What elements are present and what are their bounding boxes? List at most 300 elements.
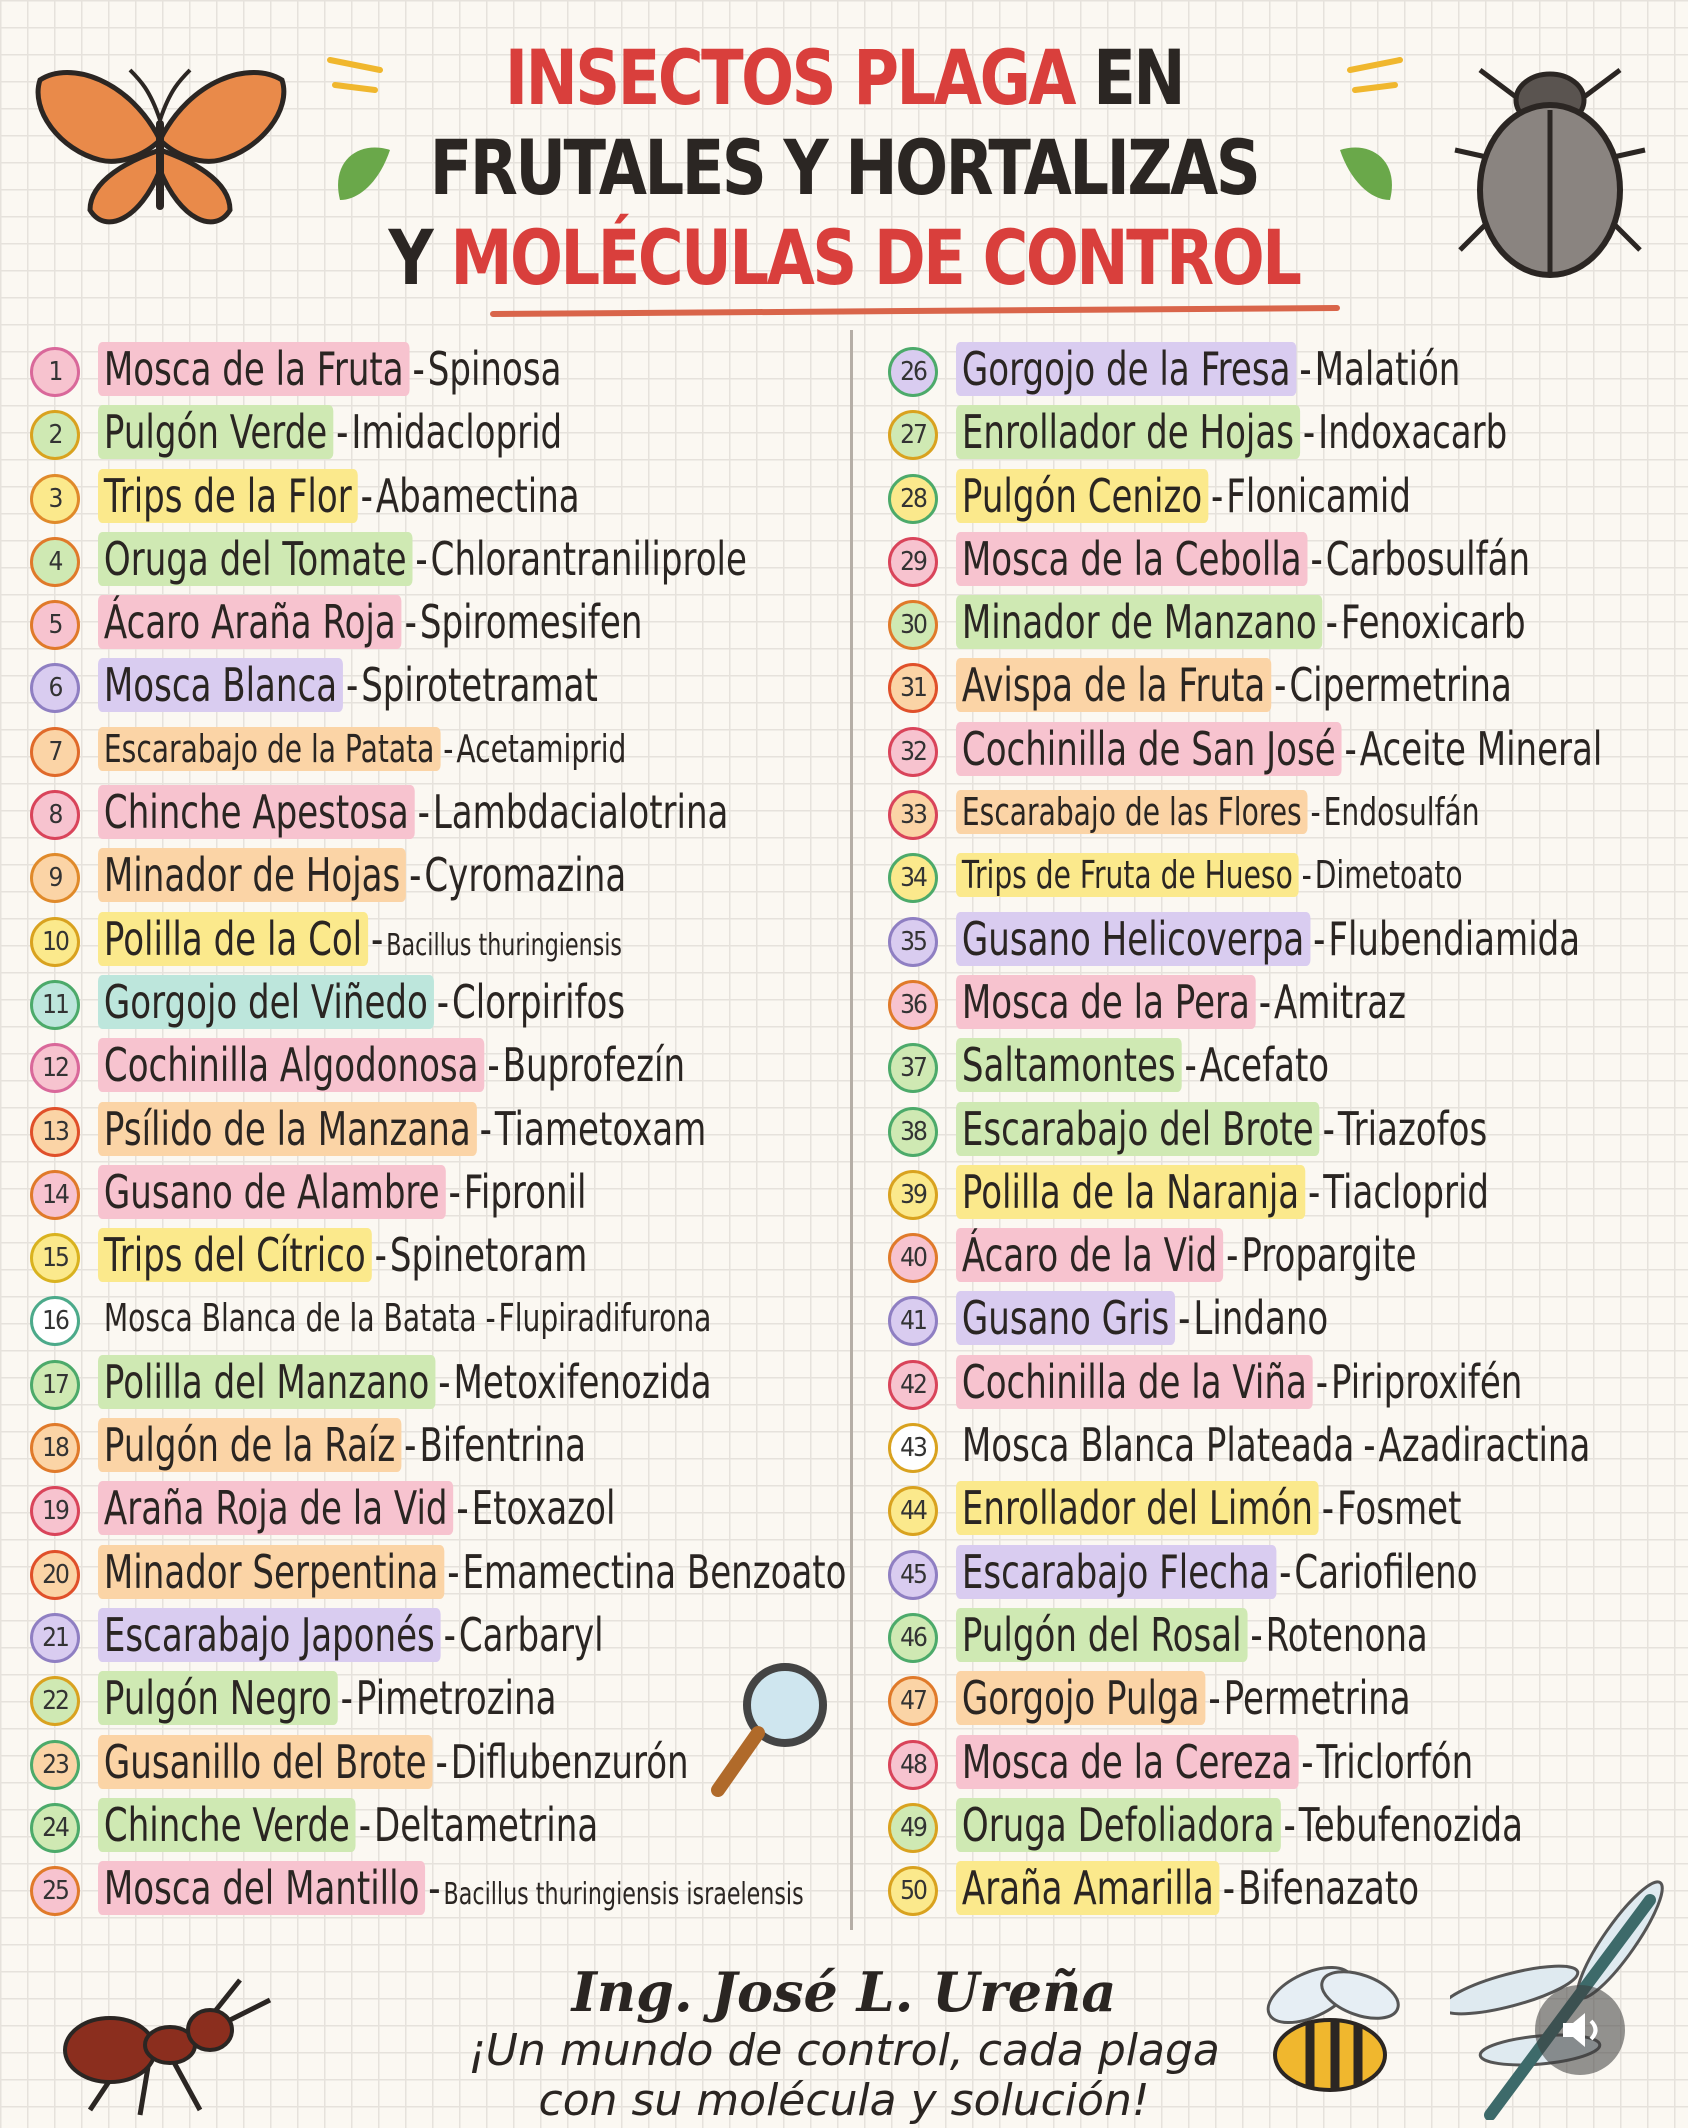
molecule-name: Emamectina Benzoato bbox=[462, 1544, 847, 1599]
item-number-badge: 38 bbox=[888, 1107, 938, 1157]
molecule-name: Bacillus thuringiensis israelensis bbox=[443, 1877, 804, 1913]
molecule-name: Bifenazato bbox=[1237, 1861, 1420, 1916]
title-black-part: Y bbox=[388, 213, 432, 302]
dash-separator: - bbox=[358, 1797, 372, 1852]
molecule-name: Flupiradifurona bbox=[498, 1296, 712, 1341]
list-item bbox=[30, 1854, 842, 1917]
list-item bbox=[888, 1538, 1688, 1601]
item-number-badge: 19 bbox=[30, 1486, 80, 1536]
pest-name: Escarabajo de la Patata bbox=[98, 727, 440, 771]
item-text bbox=[98, 1352, 712, 1412]
leaf-icon bbox=[320, 40, 400, 210]
bee-icon bbox=[1240, 1960, 1410, 2110]
pest-name: Cochinilla de la Viña bbox=[956, 1355, 1313, 1409]
molecule-name: Lindano bbox=[1193, 1291, 1329, 1346]
item-text bbox=[98, 1605, 604, 1665]
molecule-name: Fenoxicarb bbox=[1340, 595, 1526, 650]
pest-name: Polilla del Manzano bbox=[98, 1355, 435, 1409]
author-signature: Ing. José L. Ureña bbox=[571, 1960, 1117, 2024]
molecule-name: Diflubenzurón bbox=[450, 1734, 689, 1789]
list-item bbox=[30, 651, 842, 714]
item-number-badge: 21 bbox=[30, 1613, 80, 1663]
item-text bbox=[98, 1099, 706, 1159]
molecule-name: Clorpirifos bbox=[451, 974, 626, 1029]
sound-button[interactable] bbox=[1535, 1985, 1625, 2075]
item-number-badge: 42 bbox=[888, 1360, 938, 1410]
list-item bbox=[30, 462, 842, 525]
item-text bbox=[98, 1162, 586, 1222]
title-line-3 bbox=[152, 213, 1536, 302]
item-text bbox=[956, 529, 1530, 589]
pest-name: Pulgón Negro bbox=[98, 1671, 338, 1725]
molecule-name: Aceite Mineral bbox=[1359, 721, 1603, 776]
pest-name: Ácaro de la Vid bbox=[956, 1228, 1223, 1282]
molecule-name: Spinosa bbox=[427, 342, 562, 396]
item-number-badge: 43 bbox=[888, 1423, 938, 1473]
molecule-name: Metoxifenozida bbox=[453, 1354, 712, 1409]
dash-separator: - bbox=[443, 726, 454, 771]
right-column bbox=[888, 335, 1688, 1917]
pest-name: Ácaro Araña Roja bbox=[98, 595, 402, 649]
pest-name: Gusano de Alambre bbox=[98, 1165, 446, 1219]
item-number-badge: 17 bbox=[30, 1360, 80, 1410]
item-text bbox=[956, 1225, 1417, 1285]
item-text bbox=[956, 592, 1526, 652]
item-number-badge: 16 bbox=[30, 1296, 80, 1346]
pest-name: Chinche Apestosa bbox=[98, 785, 415, 839]
pest-name: Oruga del Tomate bbox=[98, 532, 412, 586]
item-number-badge: 27 bbox=[888, 410, 938, 460]
item-text bbox=[98, 1542, 846, 1602]
dash-separator: - bbox=[360, 468, 373, 523]
item-number-badge: 47 bbox=[888, 1676, 938, 1726]
list-item bbox=[888, 525, 1688, 588]
dash-separator: - bbox=[438, 1354, 451, 1409]
item-text bbox=[98, 972, 625, 1032]
item-number-badge: 45 bbox=[888, 1550, 938, 1600]
item-text bbox=[956, 1162, 1489, 1222]
list-item bbox=[888, 398, 1688, 461]
molecule-name: Bifentrina bbox=[419, 1418, 586, 1473]
molecule-name: Pimetrozina bbox=[355, 1671, 557, 1726]
title-black-part: EN bbox=[1093, 33, 1184, 122]
item-number-badge: 36 bbox=[888, 980, 938, 1030]
item-text bbox=[956, 1415, 1590, 1475]
molecule-name: Permetrina bbox=[1223, 1671, 1411, 1726]
molecule-name: Piriproxifén bbox=[1330, 1354, 1523, 1409]
dash-separator: - bbox=[371, 911, 384, 966]
item-text bbox=[98, 1858, 804, 1918]
beetle-icon bbox=[1440, 40, 1660, 290]
dash-separator: - bbox=[443, 1607, 456, 1662]
magnifier-icon bbox=[700, 1650, 840, 1810]
item-text bbox=[956, 402, 1507, 462]
dash-separator: - bbox=[1313, 911, 1326, 966]
dash-separator: - bbox=[340, 1671, 353, 1726]
item-number-badge: 8 bbox=[30, 790, 80, 840]
molecule-name: Tiacloprid bbox=[1323, 1164, 1490, 1219]
item-text bbox=[98, 592, 642, 652]
molecule-name: Imidacloprid bbox=[351, 405, 563, 460]
item-number-badge: 14 bbox=[30, 1170, 80, 1220]
item-number-badge: 10 bbox=[30, 917, 80, 967]
list-item bbox=[888, 778, 1688, 841]
dash-separator: - bbox=[1363, 1418, 1376, 1473]
list-item bbox=[888, 1348, 1688, 1411]
list-item bbox=[888, 905, 1688, 968]
pest-name: Enrollador de Hojas bbox=[956, 405, 1300, 459]
pest-name: Avispa de la Fruta bbox=[956, 658, 1271, 712]
item-number-badge: 6 bbox=[30, 663, 80, 713]
molecule-name: Azadiractina bbox=[1378, 1418, 1591, 1473]
item-number-badge: 24 bbox=[30, 1803, 80, 1853]
item-number-badge: 33 bbox=[888, 790, 938, 840]
molecule-name: Lambdacialotrina bbox=[432, 785, 729, 840]
molecule-name: Cipermetrina bbox=[1289, 658, 1512, 713]
molecule-name: Triazofos bbox=[1337, 1101, 1488, 1156]
dash-separator: - bbox=[456, 1481, 469, 1536]
pest-name: Minador de Manzano bbox=[956, 595, 1323, 649]
item-number-badge: 49 bbox=[888, 1803, 938, 1853]
pest-name: Pulgón Verde bbox=[98, 405, 333, 459]
item-text bbox=[956, 845, 1463, 905]
molecule-name: Malatión bbox=[1314, 342, 1461, 396]
item-text bbox=[956, 1099, 1487, 1159]
item-text bbox=[956, 655, 1512, 715]
molecule-name: Carbosulfán bbox=[1325, 531, 1531, 586]
dash-separator: - bbox=[1250, 1607, 1263, 1662]
list-item bbox=[888, 1411, 1688, 1474]
dash-separator: - bbox=[1299, 342, 1312, 396]
item-number-badge: 44 bbox=[888, 1486, 938, 1536]
dash-separator: - bbox=[404, 595, 417, 650]
molecule-name: Etoxazol bbox=[471, 1481, 616, 1536]
item-number-badge: 37 bbox=[888, 1043, 938, 1093]
item-number-badge: 35 bbox=[888, 917, 938, 967]
pest-name: Mosca de la Fruta bbox=[98, 342, 410, 396]
pest-name: Gusanillo del Brote bbox=[98, 1735, 433, 1789]
molecule-name: Abamectina bbox=[375, 468, 580, 523]
item-number-badge: 4 bbox=[30, 537, 80, 587]
item-text bbox=[956, 1732, 1473, 1792]
item-number-badge: 50 bbox=[888, 1866, 938, 1916]
molecule-name: Spinetoram bbox=[389, 1228, 588, 1283]
list-item bbox=[888, 1728, 1688, 1791]
dash-separator: - bbox=[1344, 721, 1357, 776]
item-text bbox=[98, 719, 626, 779]
molecule-name: Indoxacarb bbox=[1318, 405, 1508, 460]
list-item bbox=[30, 1411, 842, 1474]
item-number-badge: 7 bbox=[30, 727, 80, 777]
pest-name: Trips de la Flor bbox=[98, 469, 358, 523]
dash-separator: - bbox=[479, 1101, 492, 1156]
list-item bbox=[888, 1221, 1688, 1284]
item-number-badge: 34 bbox=[888, 853, 938, 903]
pest-name: Escarabajo Flecha bbox=[956, 1545, 1276, 1599]
title-underline bbox=[490, 305, 1340, 317]
dash-separator: - bbox=[1279, 1544, 1292, 1599]
pest-name: Escarabajo de las Flores bbox=[956, 790, 1308, 834]
list-item bbox=[30, 841, 842, 904]
title-line-2: FRUTALES Y HORTALIZAS bbox=[429, 123, 1259, 212]
list-item bbox=[888, 462, 1688, 525]
list-item bbox=[30, 1221, 842, 1284]
item-text bbox=[956, 466, 1411, 526]
item-text bbox=[98, 1732, 689, 1792]
pest-name: Minador Serpentina bbox=[98, 1545, 444, 1599]
molecule-name: Deltametrina bbox=[374, 1797, 599, 1852]
item-text bbox=[98, 402, 562, 462]
list-item bbox=[888, 1664, 1688, 1727]
item-text bbox=[98, 1225, 587, 1285]
item-text bbox=[98, 1035, 685, 1095]
dash-separator: - bbox=[1283, 1797, 1296, 1852]
item-number-badge: 2 bbox=[30, 410, 80, 460]
dash-separator: - bbox=[1178, 1291, 1191, 1346]
molecule-name: Flubendiamida bbox=[1328, 911, 1581, 966]
item-text bbox=[98, 845, 626, 905]
pest-name: Chinche Verde bbox=[98, 1798, 356, 1852]
pest-name: Mosca de la Pera bbox=[956, 975, 1256, 1029]
molecule-name: Acefato bbox=[1199, 1038, 1330, 1093]
item-number-badge: 29 bbox=[888, 537, 938, 587]
ant-icon bbox=[40, 1960, 290, 2120]
pest-name: Mosca Blanca de la Batata bbox=[103, 1296, 477, 1341]
pest-name: Oruga Defoliadora bbox=[956, 1798, 1281, 1852]
molecule-name: Fipronil bbox=[463, 1164, 587, 1219]
dash-separator: - bbox=[487, 1038, 500, 1093]
dash-separator: - bbox=[1211, 468, 1224, 523]
dash-separator: - bbox=[1274, 658, 1287, 713]
dash-separator: - bbox=[345, 658, 359, 713]
dash-separator: - bbox=[336, 405, 349, 460]
dash-separator: - bbox=[374, 1228, 387, 1283]
molecule-name: Flonicamid bbox=[1226, 468, 1411, 523]
item-text bbox=[956, 1605, 1428, 1665]
pest-name: Polilla de la Naranja bbox=[956, 1165, 1305, 1219]
item-text bbox=[98, 529, 747, 589]
dash-separator: - bbox=[1208, 1671, 1221, 1726]
dash-separator: - bbox=[1184, 1038, 1197, 1093]
dash-separator: - bbox=[417, 785, 430, 840]
pest-name: Gusano Helicoverpa bbox=[956, 912, 1310, 966]
list-item bbox=[30, 588, 842, 651]
item-number-badge: 3 bbox=[30, 474, 80, 524]
item-number-badge: 26 bbox=[888, 347, 938, 397]
list-item bbox=[888, 1474, 1688, 1537]
item-text bbox=[956, 1542, 1478, 1602]
dash-separator: - bbox=[412, 342, 425, 396]
list-item bbox=[888, 588, 1688, 651]
pest-name: Saltamontes bbox=[956, 1038, 1182, 1092]
item-number-badge: 20 bbox=[30, 1550, 80, 1600]
list-item bbox=[888, 1601, 1688, 1664]
item-number-badge: 28 bbox=[888, 474, 938, 524]
pest-name: Gorgojo del Viñedo bbox=[98, 975, 434, 1029]
dash-separator: - bbox=[404, 1418, 417, 1473]
pest-name: Gusano Gris bbox=[956, 1291, 1175, 1345]
dash-separator: - bbox=[1301, 853, 1312, 898]
item-text bbox=[956, 1858, 1419, 1918]
molecule-name: Rotenona bbox=[1265, 1607, 1428, 1662]
pest-name: Araña Amarilla bbox=[956, 1861, 1220, 1915]
molecule-name: Carbaryl bbox=[458, 1607, 604, 1662]
molecule-name: Fosmet bbox=[1337, 1481, 1462, 1536]
list-item bbox=[888, 1284, 1688, 1347]
molecule-name: Tiametoxam bbox=[494, 1101, 707, 1156]
column-divider bbox=[850, 330, 853, 1930]
molecule-name: Triclorfón bbox=[1316, 1734, 1474, 1789]
dash-separator: - bbox=[1310, 790, 1321, 835]
molecule-name: Dimetoato bbox=[1314, 853, 1463, 898]
list-item bbox=[888, 841, 1688, 904]
title-red-part: MOLÉCULAS DE CONTROL bbox=[450, 213, 1300, 302]
pest-name: Escarabajo Japonés bbox=[98, 1608, 441, 1662]
molecule-name: Tebufenozida bbox=[1298, 1797, 1523, 1852]
item-number-badge: 30 bbox=[888, 600, 938, 650]
list-item bbox=[888, 651, 1688, 714]
leaf-icon bbox=[1330, 40, 1410, 210]
item-number-badge: 32 bbox=[888, 727, 938, 777]
sound-icon bbox=[1535, 1985, 1625, 2075]
item-text bbox=[98, 1668, 556, 1728]
item-text bbox=[956, 719, 1602, 779]
pest-name: Mosca Blanca Plateada bbox=[961, 1418, 1355, 1473]
dash-separator: - bbox=[1301, 1734, 1314, 1789]
pest-name: Pulgón Cenizo bbox=[956, 469, 1208, 523]
tagline-2: con su molécula y solución! bbox=[538, 2075, 1150, 2126]
tagline-1: ¡Un mundo de control, cada plaga bbox=[468, 2025, 1220, 2076]
list-item bbox=[30, 1538, 847, 1601]
dash-separator: - bbox=[1310, 531, 1323, 586]
dash-separator: - bbox=[1222, 1861, 1236, 1916]
item-text bbox=[98, 655, 598, 715]
list-item bbox=[888, 968, 1688, 1031]
list-item bbox=[888, 1158, 1688, 1221]
item-number-badge: 41 bbox=[888, 1296, 938, 1346]
molecule-name: Spiromesifen bbox=[419, 595, 643, 650]
item-number-badge: 46 bbox=[888, 1613, 938, 1663]
molecule-name: Bacillus thuringiensis bbox=[386, 927, 623, 963]
pest-name: Enrollador del Limón bbox=[956, 1481, 1319, 1535]
dash-separator: - bbox=[1308, 1164, 1321, 1219]
butterfly-icon bbox=[20, 40, 300, 250]
item-number-badge: 18 bbox=[30, 1423, 80, 1473]
item-number-badge: 25 bbox=[30, 1866, 80, 1916]
list-item bbox=[30, 1031, 842, 1094]
item-text bbox=[98, 1478, 615, 1538]
dash-separator: - bbox=[1315, 1354, 1329, 1409]
pest-name: Pulgón del Rosal bbox=[956, 1608, 1247, 1662]
list-item bbox=[888, 715, 1688, 778]
pest-name: Mosca del Mantillo bbox=[98, 1861, 425, 1915]
list-item bbox=[888, 1095, 1688, 1158]
pest-name: Psílido de la Manzana bbox=[98, 1102, 477, 1156]
dash-separator: - bbox=[485, 1296, 496, 1341]
item-text bbox=[98, 782, 728, 842]
item-number-badge: 15 bbox=[30, 1233, 80, 1283]
pest-name: Cochinilla de San José bbox=[956, 722, 1342, 776]
item-text bbox=[956, 1352, 1522, 1412]
list-item bbox=[30, 398, 842, 461]
item-text bbox=[956, 909, 1580, 969]
pest-name: Gorgojo de la Fresa bbox=[956, 342, 1296, 396]
item-text bbox=[98, 1415, 586, 1475]
molecule-name: Endosulfán bbox=[1323, 790, 1480, 835]
pest-name: Pulgón de la Raíz bbox=[98, 1418, 401, 1472]
item-text bbox=[98, 909, 622, 969]
item-text bbox=[956, 1668, 1411, 1728]
item-number-badge: 23 bbox=[30, 1740, 80, 1790]
molecule-name: Cariofileno bbox=[1294, 1544, 1478, 1599]
dash-separator: - bbox=[428, 1861, 441, 1916]
item-number-badge: 5 bbox=[30, 600, 80, 650]
dash-separator: - bbox=[415, 531, 428, 586]
list-item bbox=[888, 1031, 1688, 1094]
dash-separator: - bbox=[1226, 1228, 1239, 1283]
dash-separator: - bbox=[448, 1164, 461, 1219]
molecule-name: Spirotetramat bbox=[361, 658, 598, 713]
list-item bbox=[888, 335, 1688, 398]
pest-name: Mosca de la Cereza bbox=[956, 1735, 1298, 1789]
list-item bbox=[30, 905, 842, 968]
item-number-badge: 11 bbox=[30, 980, 80, 1030]
list-item bbox=[30, 778, 842, 841]
item-text bbox=[956, 1035, 1329, 1095]
pest-name: Trips del Cítrico bbox=[98, 1228, 372, 1282]
dash-separator: - bbox=[1258, 974, 1272, 1029]
item-text bbox=[98, 1288, 711, 1348]
pest-name: Cochinilla Algodonosa bbox=[98, 1038, 484, 1092]
item-number-badge: 40 bbox=[888, 1233, 938, 1283]
molecule-name: Acetamiprid bbox=[456, 726, 627, 771]
pest-name: Araña Roja de la Vid bbox=[98, 1481, 453, 1535]
molecule-name: Amitraz bbox=[1274, 974, 1406, 1029]
title-red-part: INSECTOS PLAGA bbox=[504, 33, 1075, 122]
dash-separator: - bbox=[435, 1734, 448, 1789]
dash-separator: - bbox=[436, 974, 450, 1029]
pest-name: Gorgojo Pulga bbox=[956, 1671, 1205, 1725]
molecule-name: Propargite bbox=[1241, 1228, 1417, 1283]
pest-name: Minador de Hojas bbox=[98, 848, 406, 902]
dash-separator: - bbox=[1322, 1101, 1335, 1156]
list-item bbox=[30, 715, 842, 778]
item-text bbox=[98, 339, 561, 399]
list-item bbox=[30, 1348, 842, 1411]
molecule-name: Cyromazina bbox=[424, 848, 627, 903]
dash-separator: - bbox=[1321, 1481, 1335, 1536]
pest-name: Escarabajo del Brote bbox=[956, 1102, 1320, 1156]
item-text bbox=[956, 1478, 1461, 1538]
item-text bbox=[956, 1795, 1523, 1855]
pest-name: Mosca Blanca bbox=[98, 658, 343, 712]
item-number-badge: 39 bbox=[888, 1170, 938, 1220]
item-number-badge: 12 bbox=[30, 1043, 80, 1093]
list-item bbox=[30, 1284, 842, 1347]
list-item bbox=[888, 1791, 1688, 1854]
dash-separator: - bbox=[447, 1544, 460, 1599]
item-text bbox=[956, 339, 1460, 399]
item-text bbox=[98, 1795, 598, 1855]
item-text bbox=[956, 782, 1480, 842]
item-number-badge: 1 bbox=[30, 347, 80, 397]
list-item bbox=[30, 1095, 842, 1158]
dash-separator: - bbox=[1325, 595, 1338, 650]
pest-name: Trips de Fruta de Hueso bbox=[956, 853, 1299, 897]
item-text bbox=[956, 1288, 1328, 1348]
list-item bbox=[30, 968, 842, 1031]
list-item bbox=[30, 335, 842, 398]
